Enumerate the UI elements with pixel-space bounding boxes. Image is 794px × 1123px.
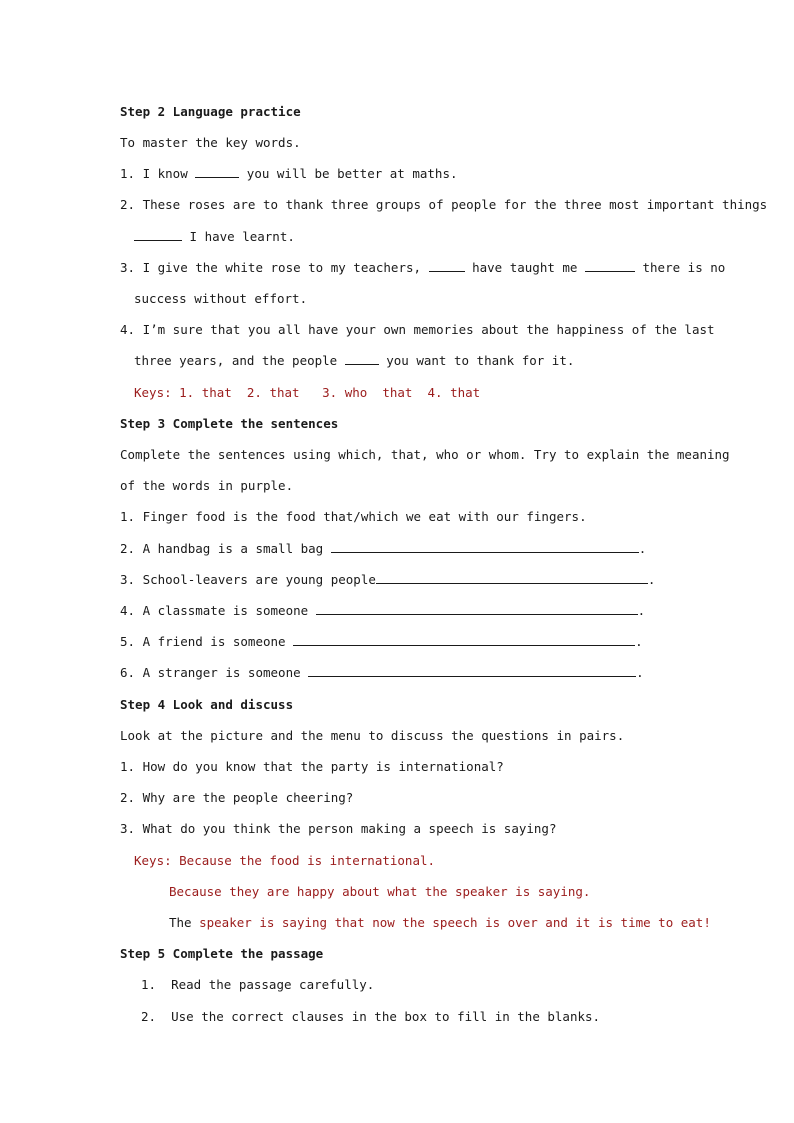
key3-text-a: The [169,915,200,930]
step2-q4-line1: 4. I’m sure that you all have your own memories about the happiness of the last [120,322,715,337]
step4-key1: Keys: Because the food is international. [134,853,436,868]
s4-blank[interactable] [316,603,638,615]
step3-heading: Step 3 Complete the sentences [120,416,339,431]
q4-text-c: you want to thank for it. [378,353,575,368]
step5-item2: 2. Use the correct clauses in the box to fill in the blanks. [141,1009,601,1024]
q1-text-b: you will be better at maths. [239,166,458,181]
step4-key2: Because they are happy about what the speaker is saying. [169,884,591,899]
step3-s6 [120,665,644,681]
step3-s5 [120,634,643,650]
key3-text-b: speaker is saying that now the speech is over and it is time to eat! [199,915,711,930]
step3-s1: 1. Finger food is the food that/which we eat with our fingers. [120,509,587,524]
step4-q1: 1. How do you know that the party is international? [120,759,504,774]
q1-blank[interactable] [195,166,239,178]
s3-blank[interactable] [376,572,648,584]
step2-q4-line2 [134,353,574,369]
step5-heading: Step 5 Complete the passage [120,946,324,961]
step3-s4 [120,603,645,619]
step2-q2-line1: 2. These roses are to thank three groups of people for the three most important things [120,197,768,212]
q3-blank-1[interactable] [429,260,465,272]
s3-period: . [647,572,656,587]
step3-s2 [120,541,646,557]
s5-text: 5. A friend is someone [120,634,294,649]
q3-text-a: 3. I give the white rose to my teachers, [120,260,429,275]
s4-text: 4. A classmate is someone [120,603,316,618]
step4-q2: 2. Why are the people cheering? [120,790,354,805]
s6-blank[interactable] [308,665,636,677]
s6-text: 6. A stranger is someone [120,665,309,680]
s6-period: . [636,665,644,680]
q4-text-b: three years, and the people [134,353,345,368]
step2-q2-line2 [134,229,295,245]
step2-q1 [120,166,458,182]
step2-q3-line2: success without effort. [134,291,308,306]
q3-blank-2[interactable] [585,260,635,272]
q2-blank[interactable] [134,229,182,241]
step2-intro: To master the key words. [120,135,301,150]
step4-heading: Step 4 Look and discuss [120,697,294,712]
s2-blank[interactable] [331,541,639,553]
step4-key3 [169,915,711,931]
step2-q3-line1 [120,260,725,276]
step5-item1: 1. Read the passage carefully. [141,977,375,992]
s5-period: . [635,634,643,649]
q1-text-a: 1. I know [120,166,196,181]
s3-text: 3. School-leavers are young people [120,572,376,587]
step4-intro: Look at the picture and the menu to discuss the questions in pairs. [120,728,625,743]
step3-s3 [120,572,655,588]
step3-intro-line1: Complete the sentences using which, that, who or whom. Try to explain the meaning [120,447,730,462]
s2-period: . [638,541,647,556]
q3-text-c: there is no [634,260,726,275]
q4-blank[interactable] [345,353,379,365]
q2-text-b: I have learnt. [182,229,295,244]
step4-q3: 3. What do you think the person making a speech is saying? [120,821,557,836]
step3-intro-line2: of the words in purple. [120,478,294,493]
step2-heading: Step 2 Language practice [120,104,301,119]
s2-text: 2. A handbag is a small bag [120,541,331,556]
s5-blank[interactable] [293,634,635,646]
step2-keys: Keys: 1. that 2. that 3. who that 4. that [134,385,481,400]
q3-text-b: have taught me [464,260,585,275]
s4-period: . [637,603,646,618]
